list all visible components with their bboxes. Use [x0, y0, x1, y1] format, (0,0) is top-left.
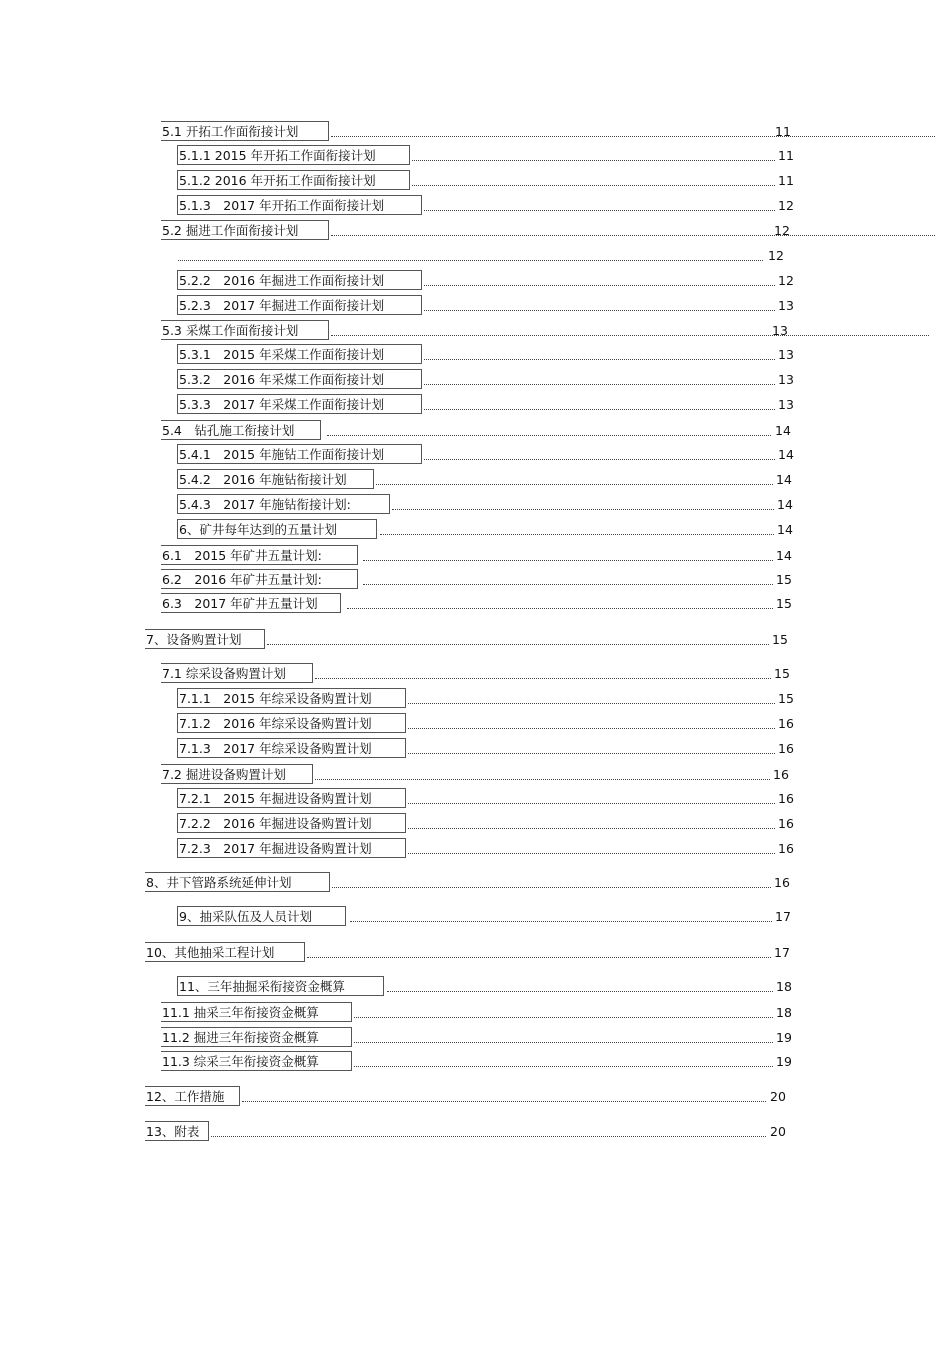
toc-entry[interactable]: [177, 813, 797, 833]
dot-leader: [331, 220, 935, 240]
toc-entry-label: 10、其他抽采工程计划: [145, 942, 305, 962]
toc-entry-label: 5.4.3 2017 年施钻衔接计划:: [177, 494, 390, 514]
toc-entry[interactable]: [177, 295, 797, 315]
dot-leader: [178, 245, 763, 265]
toc-entry-page: 15: [778, 691, 794, 706]
toc-entry[interactable]: [177, 519, 797, 539]
toc-entry[interactable]: [177, 494, 797, 514]
toc-entry-label: 11.1 抽采三年衔接资金概算: [161, 1002, 352, 1022]
toc-entry[interactable]: [177, 145, 797, 165]
toc-entry[interactable]: [177, 270, 797, 290]
toc-entry-label: 12、工作措施: [145, 1086, 240, 1106]
toc-entry[interactable]: [177, 838, 797, 858]
dot-leader: [380, 519, 774, 539]
toc-entry-label: 5.4.2 2016 年施钻衔接计划: [177, 469, 374, 489]
toc-entry[interactable]: [161, 121, 791, 141]
toc-entry-page: 16: [774, 875, 790, 890]
toc-entry-label: 5.2 掘进工作面衔接计划: [161, 220, 329, 240]
toc-entry-page: 16: [773, 767, 789, 782]
toc-entry[interactable]: [161, 545, 797, 565]
toc-entry-page: 11: [778, 173, 794, 188]
toc-entry-page: 12: [768, 248, 784, 263]
toc-entry-page: 17: [775, 909, 791, 924]
toc-entry-label: 5.3.1 2015 年采煤工作面衔接计划: [177, 344, 422, 364]
dot-leader: [392, 494, 774, 514]
dot-leader: [211, 1121, 766, 1141]
toc-entry-label: 7.1.1 2015 年综采设备购置计划: [177, 688, 406, 708]
dot-leader: [408, 688, 775, 708]
toc-entry-page: 15: [776, 596, 792, 611]
toc-entry[interactable]: [161, 1002, 797, 1022]
toc-entry[interactable]: [177, 976, 797, 996]
dot-leader: [332, 872, 771, 892]
toc-entry-page: 14: [775, 423, 791, 438]
toc-entry-page: 16: [778, 741, 794, 756]
toc-entry-page: 12: [778, 198, 794, 213]
toc-entry[interactable]: [145, 1086, 797, 1106]
toc-entry-page: 19: [776, 1030, 792, 1045]
dot-leader: [315, 764, 770, 784]
toc-entry-label: 5.1.3 2017 年开拓工作面衔接计划: [177, 195, 422, 215]
toc-entry-label: 5.1.1 2015 年开拓工作面衔接计划: [177, 145, 410, 165]
toc-entry-label: 11.2 掘进三年衔接资金概算: [161, 1027, 352, 1047]
toc-entry[interactable]: [161, 663, 797, 683]
toc-entry[interactable]: [177, 170, 797, 190]
dot-leader: [408, 813, 775, 833]
toc-entry-page: 18: [776, 1005, 792, 1020]
toc-entry-label: 9、抽采队伍及人员计划: [177, 906, 346, 926]
toc-entry[interactable]: [145, 872, 797, 892]
dot-leader: [387, 976, 773, 996]
dot-leader: [363, 569, 773, 589]
toc-entry[interactable]: [177, 788, 797, 808]
toc-entry[interactable]: [161, 764, 797, 784]
dot-leader: [354, 1027, 773, 1047]
dot-leader: [408, 713, 775, 733]
toc-entry-page: 13: [778, 372, 794, 387]
toc-entry[interactable]: [177, 469, 797, 489]
toc-entry-page: 14: [777, 497, 793, 512]
dot-leader: [267, 629, 769, 649]
toc-entry[interactable]: [161, 569, 797, 589]
toc-entry-label: 11、三年抽掘采衔接资金概算: [177, 976, 384, 996]
toc-entry-page: 15: [774, 666, 790, 681]
dot-leader: [347, 593, 773, 613]
toc-entry[interactable]: [161, 220, 797, 240]
toc-entry-label: 7.1.3 2017 年综采设备购置计划: [177, 738, 406, 758]
toc-entry-label: 5.4.1 2015 年施钻工作面衔接计划: [177, 444, 422, 464]
toc-entry-page: 13: [778, 298, 794, 313]
toc-entry-page: 18: [776, 979, 792, 994]
toc-entry-label: 5.2.2 2016 年掘进工作面衔接计划: [177, 270, 422, 290]
dot-leader: [315, 663, 771, 683]
dot-leader: [424, 295, 775, 315]
toc-entry-label: 8、井下管路系统延伸计划: [145, 872, 330, 892]
toc-entry[interactable]: [178, 245, 790, 265]
toc-entry[interactable]: [177, 444, 797, 464]
toc-entry-page: 16: [778, 816, 794, 831]
toc-entry[interactable]: [161, 593, 797, 613]
toc-entry-page: 15: [776, 572, 792, 587]
toc-entry-label: 7.2.2 2016 年掘进设备购置计划: [177, 813, 406, 833]
toc-entry[interactable]: [177, 369, 797, 389]
toc-entry[interactable]: [177, 713, 797, 733]
toc-entry-page: 13: [778, 397, 794, 412]
toc-entry-label: 5.3 采煤工作面衔接计划: [161, 320, 329, 340]
toc-entry-page: 14: [778, 447, 794, 462]
dot-leader: [408, 788, 775, 808]
dot-leader: [424, 369, 775, 389]
toc-entry[interactable]: [161, 1027, 797, 1047]
toc-entry-page: 17: [774, 945, 790, 960]
toc-entry-label: 7.2 掘进设备购置计划: [161, 764, 313, 784]
toc-entry[interactable]: [177, 906, 797, 926]
toc-entry-label: 5.1.2 2016 年开拓工作面衔接计划: [177, 170, 410, 190]
dot-leader: [307, 942, 771, 962]
toc-entry-page: 14: [777, 522, 793, 537]
dot-leader: [412, 170, 775, 190]
toc-entry[interactable]: [177, 195, 797, 215]
toc-entry-page: 20: [770, 1089, 786, 1104]
toc-entry-label: 5.1 开拓工作面衔接计划: [161, 121, 329, 141]
toc-entry-label: 7、设备购置计划: [145, 629, 265, 649]
dot-leader: [363, 545, 773, 565]
dot-leader: [327, 420, 771, 440]
toc-entry[interactable]: [177, 344, 797, 364]
toc-entry[interactable]: [145, 1121, 797, 1141]
toc-entry-label: 7.1.2 2016 年综采设备购置计划: [177, 713, 406, 733]
toc-entry[interactable]: [177, 688, 797, 708]
toc-entry-page: 19: [776, 1054, 792, 1069]
toc-entry-label: 6.3 2017 年矿井五量计划: [161, 593, 341, 613]
toc-entry-label: 5.3.2 2016 年采煤工作面衔接计划: [177, 369, 422, 389]
dot-leader: [350, 906, 772, 926]
toc-entry[interactable]: [161, 1051, 797, 1071]
toc-entry-label: 11.3 综采三年衔接资金概算: [161, 1051, 352, 1071]
dot-leader: [424, 195, 775, 215]
toc-entry-page: 15: [772, 632, 788, 647]
toc-entry-page: 13: [778, 347, 794, 362]
dot-leader: [242, 1086, 766, 1106]
toc-entry-label: 13、附表: [145, 1121, 209, 1141]
dot-leader: [424, 394, 775, 414]
toc-entry[interactable]: [145, 942, 797, 962]
dot-leader: [424, 344, 775, 364]
dot-leader: [424, 444, 775, 464]
dot-leader: [376, 469, 773, 489]
toc-entry[interactable]: [177, 738, 797, 758]
toc-entry-page: 16: [778, 841, 794, 856]
dot-leader: [424, 270, 775, 290]
toc-entry-label: 7.2.3 2017 年掘进设备购置计划: [177, 838, 406, 858]
dot-leader: [331, 121, 935, 141]
dot-leader: [408, 838, 775, 858]
toc-entry-label: 7.1 综采设备购置计划: [161, 663, 313, 683]
toc-entry-label: 6.1 2015 年矿井五量计划:: [161, 545, 358, 565]
toc-entry-page: 16: [778, 791, 794, 806]
toc-entry-page: 13: [772, 323, 788, 338]
toc-entry[interactable]: [161, 420, 797, 440]
toc-entry-label: 5.3.3 2017 年采煤工作面衔接计划: [177, 394, 422, 414]
toc-entry-page: 20: [770, 1124, 786, 1139]
dot-leader: [354, 1002, 773, 1022]
dot-leader: [412, 145, 775, 165]
dot-leader: [408, 738, 775, 758]
toc-entry-page: 11: [775, 124, 791, 139]
dot-leader: [354, 1051, 773, 1071]
toc-entry-page: 11: [778, 148, 794, 163]
dot-leader: [331, 320, 929, 340]
toc-entry[interactable]: [177, 394, 797, 414]
toc-entry-label: 6、矿井每年达到的五量计划: [177, 519, 377, 539]
toc-entry-label: 6.2 2016 年矿井五量计划:: [161, 569, 358, 589]
toc-entry-label: 5.4 钻孔施工衔接计划: [161, 420, 321, 440]
toc-entry-label: 5.2.3 2017 年掘进工作面衔接计划: [177, 295, 422, 315]
toc-entry[interactable]: [145, 629, 790, 649]
toc-entry-page: 12: [774, 223, 790, 238]
toc-entry[interactable]: [161, 320, 791, 340]
toc-entry-page: 14: [776, 548, 792, 563]
toc-entry-page: 14: [776, 472, 792, 487]
toc-entry-page: 16: [778, 716, 794, 731]
toc-entry-page: 12: [778, 273, 794, 288]
toc-entry-label: 7.2.1 2015 年掘进设备购置计划: [177, 788, 406, 808]
